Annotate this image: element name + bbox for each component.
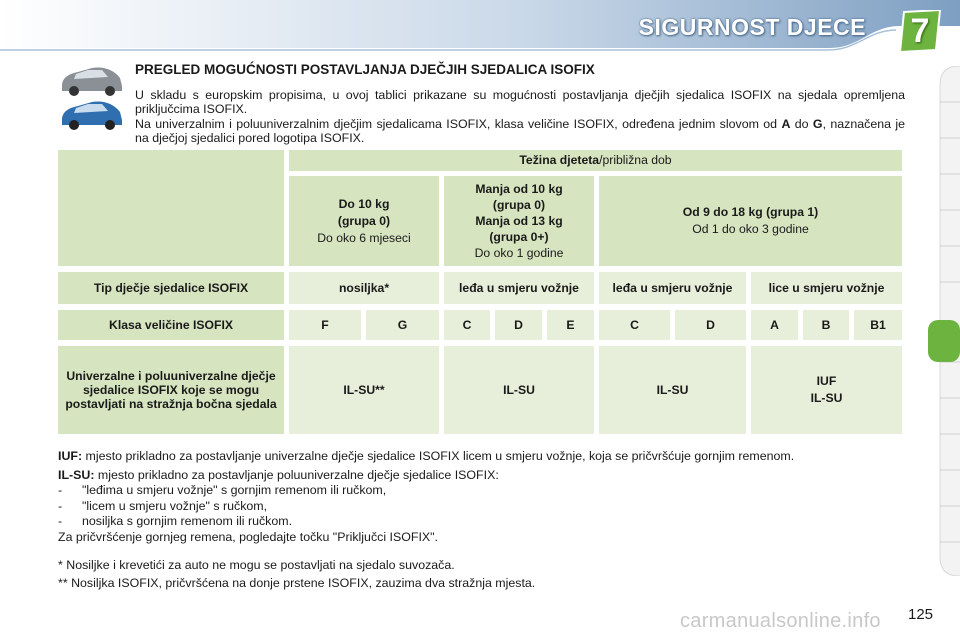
class-cell-2: G xyxy=(366,310,439,340)
section-title: PREGLED MOGUĆNOSTI POSTAVLJANJA DJEČJIH SJEDALICA ISOFIX xyxy=(135,62,595,77)
watermark: carmanualsonline.info xyxy=(680,610,881,632)
list-item: - nosiljka s gornjim remenom ili ručkom. xyxy=(58,514,293,528)
tether-note: Za pričvršćenje gornjeg remena, pogledajte točku "Priključci ISOFIX". xyxy=(58,529,438,544)
type-cell-3: leđa u smjeru vožnje xyxy=(599,272,746,304)
seat-row-label: Univerzalne i poluuniverzalne dječje sjedalice ISOFIX koje se mogu postavljati na stražnja bočna sjedala xyxy=(58,346,284,434)
page-title: SIGURNOST DJECE xyxy=(638,14,866,40)
footnote-1: * Nosiljke i krevetići za auto ne mogu se postavljati na sjedalo suvozača. xyxy=(58,558,455,572)
seat-cell-3: IL-SU xyxy=(599,346,746,434)
type-cell-1: nosiljka* xyxy=(289,272,439,304)
class-cell-9: B xyxy=(803,310,849,340)
intro-paragraph-1: U skladu s europskim propisima, u ovoj tablici prikazane su mogućnosti postavljanja dječjih sjedalica ISOFIX na sjedala opremljena priključcima ISOFIX. xyxy=(135,88,905,116)
weight-header: Težina djeteta /približna dob xyxy=(289,150,902,171)
page-number: 125 xyxy=(908,606,934,623)
class-row-label: Klasa veličine ISOFIX xyxy=(58,310,284,340)
active-chapter-tab xyxy=(928,320,960,362)
class-cell-5: E xyxy=(547,310,594,340)
chapter-number: 7 xyxy=(910,12,930,50)
list-item: - "leđima u smjeru vožnje" s gornjim remenom ili ručkom, xyxy=(58,483,387,497)
iuf-note: IUF: mjesto prikladno za postavljanje univerzalne dječje sjedalice ISOFIX licem u smjeru vožnje, koja se pričvršćuje gornjim remenom. xyxy=(58,449,795,463)
list-item: - "licem u smjeru vožnje" s ručkom, xyxy=(58,498,268,513)
seat-cell-1: IL-SU** xyxy=(289,346,439,434)
car-icons xyxy=(58,64,126,134)
type-cell-4: lice u smjeru vožnje xyxy=(751,272,902,304)
group-cell-2: Manja od 10 kg (grupa 0) Manja od 13 kg (grupa 0+) Do oko 1 godine xyxy=(444,176,594,266)
class-cell-10: B1 xyxy=(854,310,902,340)
ilsu-note: IL-SU: mjesto prikladno za postavljanje poluuniverzalne dječje sjedalice ISOFIX: xyxy=(58,467,499,482)
car-icon-blue xyxy=(62,101,122,130)
class-cell-7: D xyxy=(675,310,746,340)
class-cell-6: C xyxy=(599,310,670,340)
intro-paragraph-2: Na univerzalnim i poluuniverzalnim dječjim sjedalicama ISOFIX, klasa veličine ISOFIX, određena jednim slovom od A do G, naznačena je na dječjoj sjedalici pored logotipa ISOFIX. xyxy=(135,117,906,145)
notes xyxy=(58,449,908,591)
class-cell-4: D xyxy=(495,310,542,340)
car-icon-grey xyxy=(62,67,122,96)
class-cell-8: A xyxy=(751,310,798,340)
chapter-tabs xyxy=(926,66,960,576)
type-row-label: Tip dječje sjedalice ISOFIX xyxy=(58,272,284,304)
table-corner-cell xyxy=(58,150,284,266)
footnote-2: ** Nosiljka ISOFIX, pričvršćena na donje prstene ISOFIX, zauzima dva stražnja mjesta. xyxy=(58,575,536,590)
class-cell-3: C xyxy=(444,310,490,340)
seat-cell-4: IUF IL-SU xyxy=(751,346,902,434)
class-cell-1: F xyxy=(289,310,361,340)
seat-cell-2: IL-SU xyxy=(444,346,594,434)
group-cell-1: Do 10 kg (grupa 0) Do oko 6 mjeseci xyxy=(289,176,439,266)
type-cell-2: leđa u smjeru vožnje xyxy=(444,272,594,304)
group-cell-3: Od 9 do 18 kg (grupa 1) Od 1 do oko 3 godine xyxy=(599,176,902,266)
